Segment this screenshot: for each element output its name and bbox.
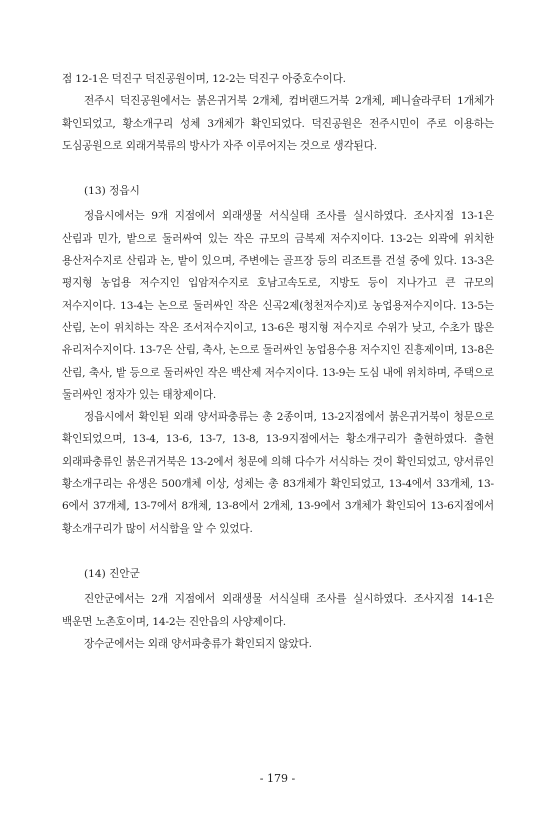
paragraph-jeongeup-sites: 정읍시에서는 9개 지점에서 외래생물 서식실태 조사를 실시하였다. 조사지점 13-1은 산림과 민가, 밭으로 둘러싸여 있는 작은 규모의 금복제 저수지이다. 13-2는 외곽에 위치한 용산저수지로 산림과 논, 밭이 있으며, 주변에는 골프장 등의 리조트를 건설 중에 있다. 13-3은 평지형 농업용 저수지인 입암저수지로 호남고속도로, 지방도 등이 지나가고 큰 규모의 저수지이다. 13-4는 논으로 둘러싸인 작은 신곡2제(청천저수지)로 농업용저수지이다. 13-5는 산림, 논이 위치하는 작은 조서저수지이고, 13-6은 평지형 저수지로 수위가 낮고, 수초가 많은 유리저수지이다. 13-7은 산림, 축사, 논으로 둘러싸인 농업용수용 저수지인 진흥제이며, 13-8은 산림, 축사, 밭 등으로 둘러싸인 작은 백산제 저수지이다. 13-9는 도심 내에 위치하며, 주택으로 둘러싸인 정자가 있는 태창제이다. (62, 210, 494, 401)
section-heading-jeongeup: (13) 정읍시 (84, 185, 140, 198)
document-body (62, 68, 494, 655)
paragraph-jeonju: 전주시 덕진공원에서는 붉은귀거북 2개체, 컴버랜드거북 2개체, 페니슐라쿠터 1개체가 확인되었고, 황소개구리 성체 3개체가 확인되었다. 덕진공원은 전주시민이 주로 이용하는 도심공원으로 외래거북류의 방사가 자주 이루어지는 것으로 생각된다. (62, 95, 494, 152)
page-number: - 179 - (259, 772, 296, 785)
paragraph-jeongeup-species: 정읍시에서 확인된 외래 양서파충류는 총 2종이며, 13-2지점에서 붉은귀거북이 청문으로 확인되었으며, 13-4, 13-6, 13-7, 13-8, 13-9지점에서는 황소개구리가 출현하였다. 출현 외래파충류인 붉은귀거북은 13-2에서 청문에 의해 다수가 서식하는 것이 확인되었고, 양서류인 황소개구리는 유생은 500개체 이상, 성체는 총 83개체가 확인되었고, 13-4에서 33개체, 13-6에서 37개체, 13-7에서 8개체, 13-8에서 2개체, 13-9에서 3개체가 확인되어 13-6지점에서 황소개구리가 많이 서식함을 알 수 있었다. (62, 411, 494, 535)
section-heading-jinan: (14) 진안군 (84, 567, 140, 580)
paragraph-continuation: 점 12-1은 덕진구 덕진공원이며, 12-2는 덕진구 아중호수이다. (62, 73, 346, 85)
paragraph-jangsu: 장수군에서는 외래 양서파충류가 확인되지 않았다. (84, 637, 312, 650)
paragraph-jinan-sites: 진안군에서는 2개 지점에서 외래생물 서식실태 조사를 실시하였다. 조사지점 14-1은 백운면 노촌호이며, 14-2는 진안읍의 사양제이다. (62, 593, 494, 628)
